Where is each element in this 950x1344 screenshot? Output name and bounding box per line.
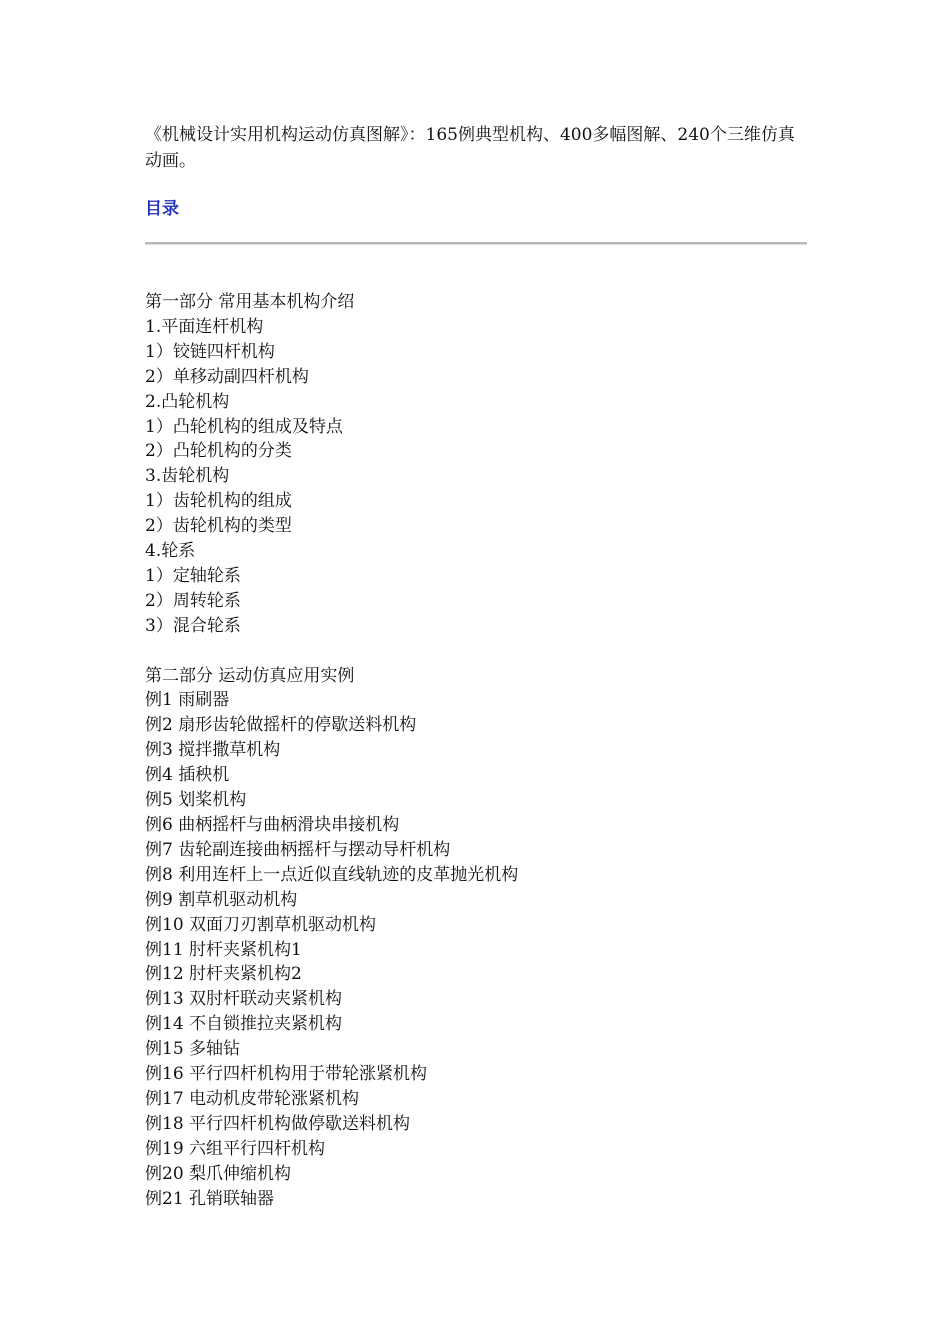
toc-item: 1.平面连杆机构 bbox=[145, 316, 264, 337]
toc-item: 1）铰链四杆机构 bbox=[145, 341, 275, 362]
toc-item: 2.凸轮机构 bbox=[145, 391, 230, 412]
toc-item: 2）单移动副四杆机构 bbox=[145, 366, 309, 387]
toc-heading: 目录 bbox=[145, 199, 179, 219]
toc-item: 例3 搅拌撒草机构 bbox=[145, 740, 281, 761]
section-gap bbox=[145, 639, 807, 664]
part2-title: 第二部分 运动仿真应用实例 bbox=[145, 665, 355, 686]
toc-item: 例7 齿轮副连接曲柄摇杆与摆动导杆机构 bbox=[145, 839, 451, 860]
toc-item: 例10 双面刀刃割草机驱动机构 bbox=[145, 914, 377, 935]
horizontal-divider bbox=[145, 242, 807, 245]
toc-item: 4.轮系 bbox=[145, 541, 196, 562]
toc-item: 例19 六组平行四杆机构 bbox=[145, 1138, 326, 1159]
toc-item: 例16 平行四杆机构用于带轮涨紧机构 bbox=[145, 1064, 428, 1085]
toc-item: 例13 双肘杆联动夹紧机构 bbox=[145, 989, 343, 1010]
document-page bbox=[145, 122, 807, 1212]
toc-item: 例2 扇形齿轮做摇杆的停歇送料机构 bbox=[145, 715, 417, 736]
toc-item: 2）齿轮机构的类型 bbox=[145, 516, 292, 537]
intro-paragraph: 《机械设计实用机构运动仿真图解》：165例典型机构、400多幅图解、240个三维仿真动画。 bbox=[145, 125, 795, 171]
toc-item: 例18 平行四杆机构做停歇送料机构 bbox=[145, 1113, 411, 1134]
toc-item: 1）定轴轮系 bbox=[145, 565, 241, 586]
toc-item: 例4 插秧机 bbox=[145, 765, 230, 786]
toc-item: 例15 多轴钻 bbox=[145, 1039, 241, 1060]
part1-items bbox=[145, 315, 807, 639]
toc-item: 例17 电动机皮带轮涨紧机构 bbox=[145, 1088, 360, 1109]
toc-item: 例8 利用连杆上一点近似直线轨迹的皮革抛光机构 bbox=[145, 864, 519, 885]
part2-items bbox=[145, 688, 807, 1211]
toc-item: 2）凸轮机构的分类 bbox=[145, 441, 292, 462]
part1-title: 第一部分 常用基本机构介绍 bbox=[145, 292, 355, 312]
toc-item: 3.齿轮机构 bbox=[145, 466, 230, 487]
toc-item: 3）混合轮系 bbox=[145, 615, 241, 636]
toc-item: 例20 梨爪伸缩机构 bbox=[145, 1163, 292, 1184]
toc-item: 例14 不自锁推拉夹紧机构 bbox=[145, 1014, 343, 1035]
toc-item: 2）周转轮系 bbox=[145, 590, 241, 611]
toc-item: 1）齿轮机构的组成 bbox=[145, 491, 292, 512]
toc-item: 例1 雨刷器 bbox=[145, 690, 230, 711]
toc-list bbox=[145, 290, 807, 1212]
toc-item: 例21 孔销联轴器 bbox=[145, 1188, 275, 1209]
toc-item: 例9 割草机驱动机构 bbox=[145, 889, 298, 910]
toc-item: 1）凸轮机构的组成及特点 bbox=[145, 416, 343, 437]
toc-item: 例11 肘杆夹紧机构1 bbox=[145, 939, 302, 960]
toc-item: 例12 肘杆夹紧机构2 bbox=[145, 964, 302, 985]
toc-item: 例5 划桨机构 bbox=[145, 790, 247, 811]
toc-item: 例6 曲柄摇杆与曲柄滑块串接机构 bbox=[145, 815, 400, 836]
